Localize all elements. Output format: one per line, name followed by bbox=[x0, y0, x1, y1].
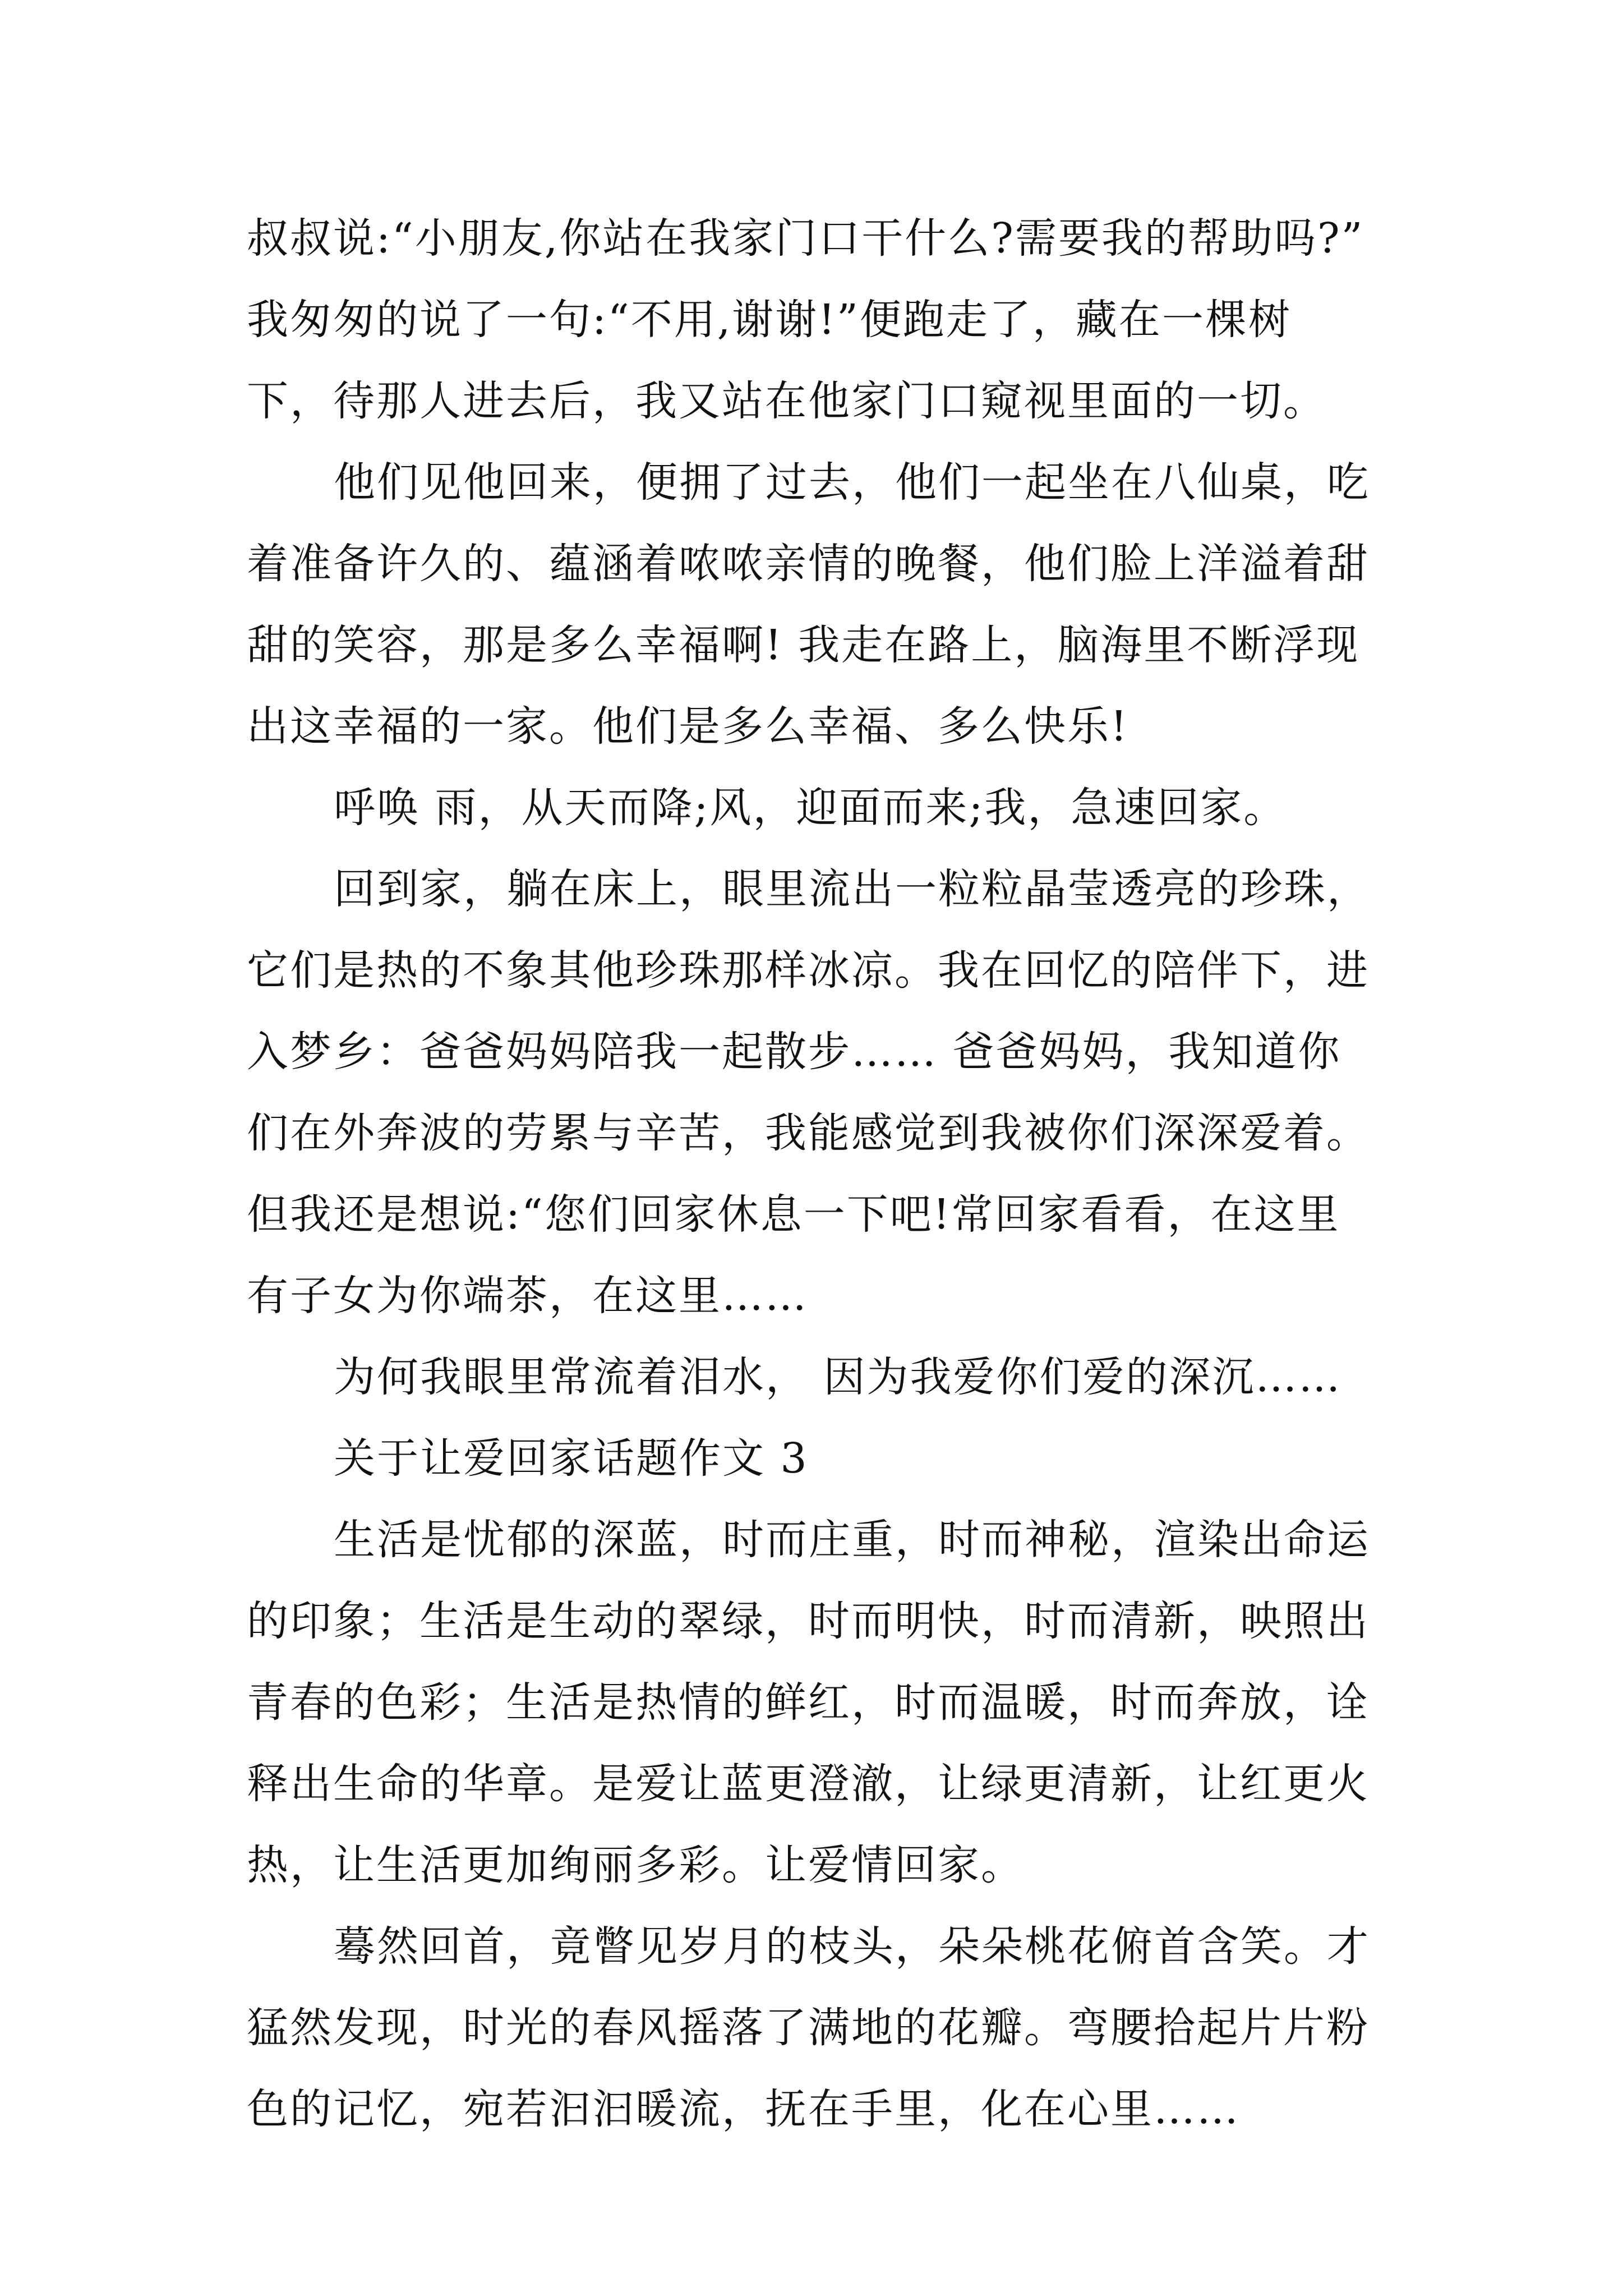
section-heading: 关于让爱回家话题作文 3 bbox=[334, 1434, 809, 1483]
text-line: 热，让生活更加绚丽多彩。让爱情回家。 bbox=[247, 1841, 1024, 1889]
text-line: 们在外奔波的劳累与辛苦，我能感觉到我被你们深深爱着。 bbox=[247, 1109, 1370, 1157]
text-line: 回到家，躺在床上，眼里流出一粒粒晶莹透亮的珍珠， bbox=[334, 865, 1370, 913]
text-line: 甜的笑容，那是多么幸福啊! 我走在路上，脑海里不断浮现 bbox=[247, 621, 1360, 669]
text-line: 释出生命的华章。是爱让蓝更澄澈，让绿更清新，让红更火 bbox=[247, 1760, 1370, 1808]
text-line: 猛然发现，时光的春风摇落了满地的花瓣。弯腰拾起片片粉 bbox=[247, 2004, 1370, 2052]
text-line: 为何我眼里常流着泪水， 因为我爱你们爱的深沉…… bbox=[334, 1353, 1342, 1401]
text-line: 的印象；生活是生动的翠绿，时而明快，时而清新，映照出 bbox=[247, 1597, 1370, 1645]
text-line: 他们见他回来，便拥了过去，他们一起坐在八仙桌，吃 bbox=[334, 458, 1370, 507]
text-line: 我匆匆的说了一句:“不用,谢谢!”便跑走了，藏在一棵树 bbox=[247, 296, 1292, 344]
text-line: 着准备许久的、蕴涵着哝哝亲情的晚餐，他们脸上洋溢着甜 bbox=[247, 540, 1370, 588]
text-line: 呼唤 雨，从天而降;风，迎面而来;我，急速回家。 bbox=[334, 784, 1287, 832]
text-line: 蓦然回首，竟瞥见岁月的枝头，朵朵桃花俯首含笑。才 bbox=[334, 1922, 1370, 1971]
text-line: 下，待那人进去后，我又站在他家门口窥视里面的一切。 bbox=[247, 377, 1326, 425]
text-line: 色的记忆，宛若汩汩暖流，抚在手里，化在心里…… bbox=[247, 2085, 1240, 2133]
text-line: 但我还是想说:“您们回家休息一下吧!常回家看看，在这里 bbox=[247, 1190, 1340, 1239]
text-line: 入梦乡：爸爸妈妈陪我一起散步…… 爸爸妈妈，我知道你 bbox=[247, 1028, 1341, 1076]
text-line: 它们是热的不象其他珍珠那样冰凉。我在回忆的陪伴下，进 bbox=[247, 946, 1370, 995]
text-line: 出这幸福的一家。他们是多么幸福、多么快乐! bbox=[247, 702, 1129, 751]
text-line: 青春的色彩；生活是热情的鲜红，时而温暖，时而奔放，诠 bbox=[247, 1678, 1370, 1727]
text-line: 生活是忧郁的深蓝，时而庄重，时而神秘，渲染出命运 bbox=[334, 1516, 1370, 1564]
text-line: 有子女为你端茶，在这里…… bbox=[247, 1272, 808, 1320]
text-line: 叔叔说:“小朋友,你站在我家门口干什么?需要我的帮助吗?” bbox=[247, 214, 1364, 263]
